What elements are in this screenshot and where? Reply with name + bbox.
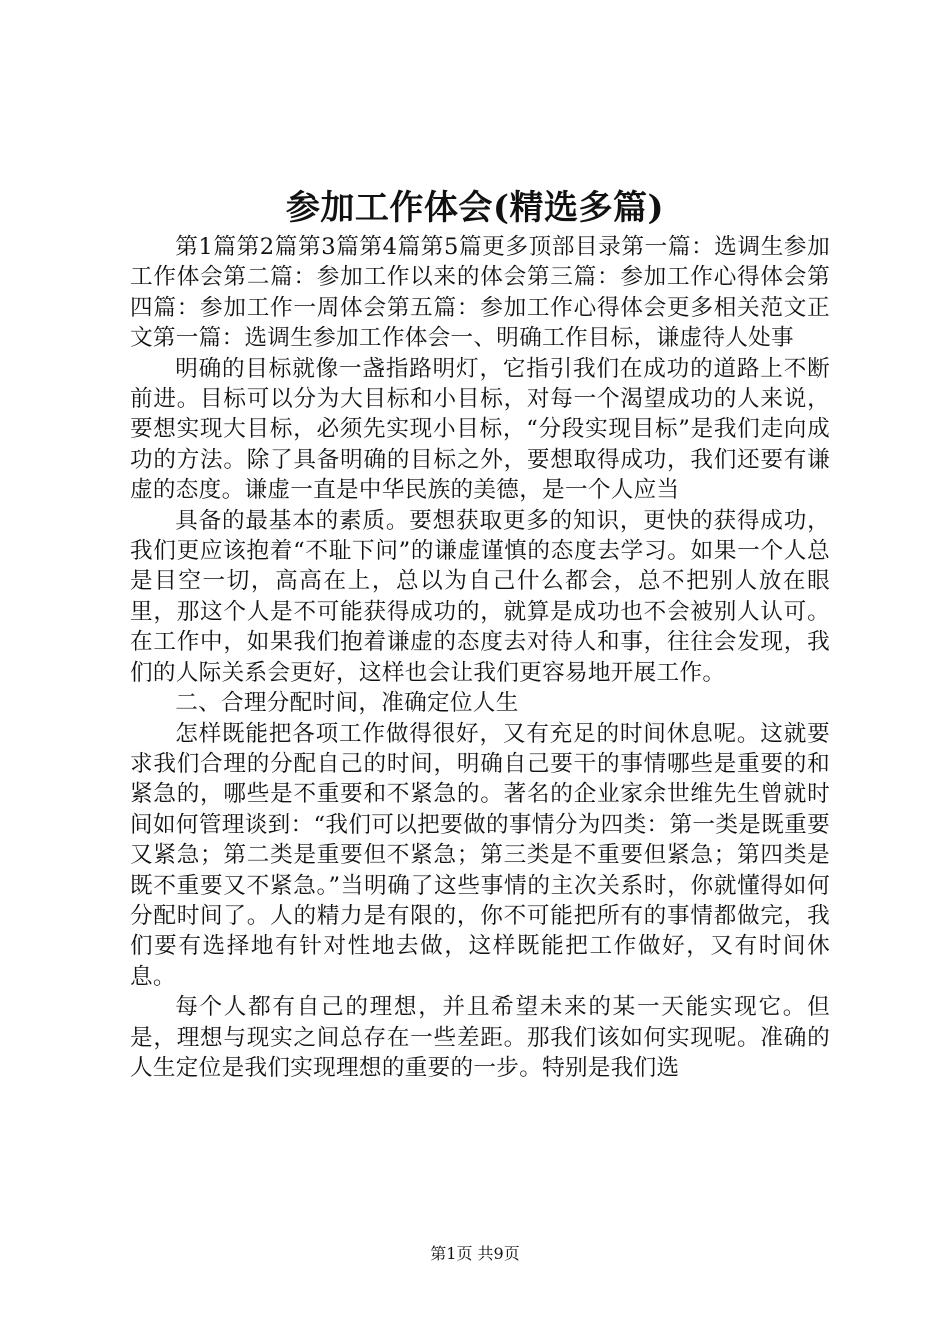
paragraph-time-management: 怎样既能把各项工作做得很好，又有充足的时间休息呢。这就要求我们合理的分配自己的时间，明确自己要干的事情哪些是重要的和紧急的，哪些是不重要和不紧急的。著名的企业家余世维先生曾就时间如何管理谈到：“我们可以把要做的事情分为四类：第一类是既重要又紧急；第二类是重要但不紧急；第三类是不重要但紧急；第四类是既不重要又不紧急。”当明确了这些事情的主次关系时，你就懂得如何分配时间了。人的精力是有限的，你不可能把所有的事情都做完，我们要有选择地有针对性地去做，这样既能把工作做好，又有时间休息。 (130, 720, 830, 990)
page-footer: 第1页 共9页 (430, 1244, 520, 1263)
document-body (130, 232, 830, 1083)
paragraph-ideals: 每个人都有自己的理想，并且希望未来的某一天能实现它。但是，理想与现实之间总存在一些差距。那我们该如何实现呢。准确的人生定位是我们实现理想的重要的一步。特别是我们选 (130, 994, 830, 1081)
section-heading-time: 二、合理分配时间，准确定位人生 (175, 690, 519, 717)
paragraph-toc-intro: 第1篇第2篇第3篇第4篇第5篇更多顶部目录第一篇：选调生参加工作体会第二篇：参加工作以来的体会第三篇：参加工作心得体会第四篇：参加工作一周体会第五篇：参加工作心得体会更多相关范文正文第一篇：选调生参加工作体会一、明确工作目标，谦虚待人处事 (130, 234, 830, 352)
paragraph-modesty: 具备的最基本的素质。要想获取更多的知识，更快的获得成功，我们更应该抱着“不耻下问”的谦虚谨慎的态度去学习。如果一个人总是目空一切，高高在上，总以为自己什么都会，总不把别人放在眼里，那这个人是不可能获得成功的，就算是成功也不会被别人认可。在工作中，如果我们抱着谦虚的态度去对待人和事，往往会发现，我们的人际关系会更好，这样也会让我们更容易地开展工作。 (130, 507, 830, 686)
document-title: 参加工作体会(精选多篇) (285, 188, 665, 228)
paragraph-goal: 明确的目标就像一盏指路明灯，它指引我们在成功的道路上不断前进。目标可以分为大目标和小目标，对每一个渴望成功的人来说，要想实现大目标，必须先实现小目标，“分段实现目标”是我们走向成功的方法。除了具备明确的目标之外，要想取得成功，我们还要有谦虚的态度。谦虚一直是中华民族的美德，是一个人应当 (130, 355, 830, 504)
